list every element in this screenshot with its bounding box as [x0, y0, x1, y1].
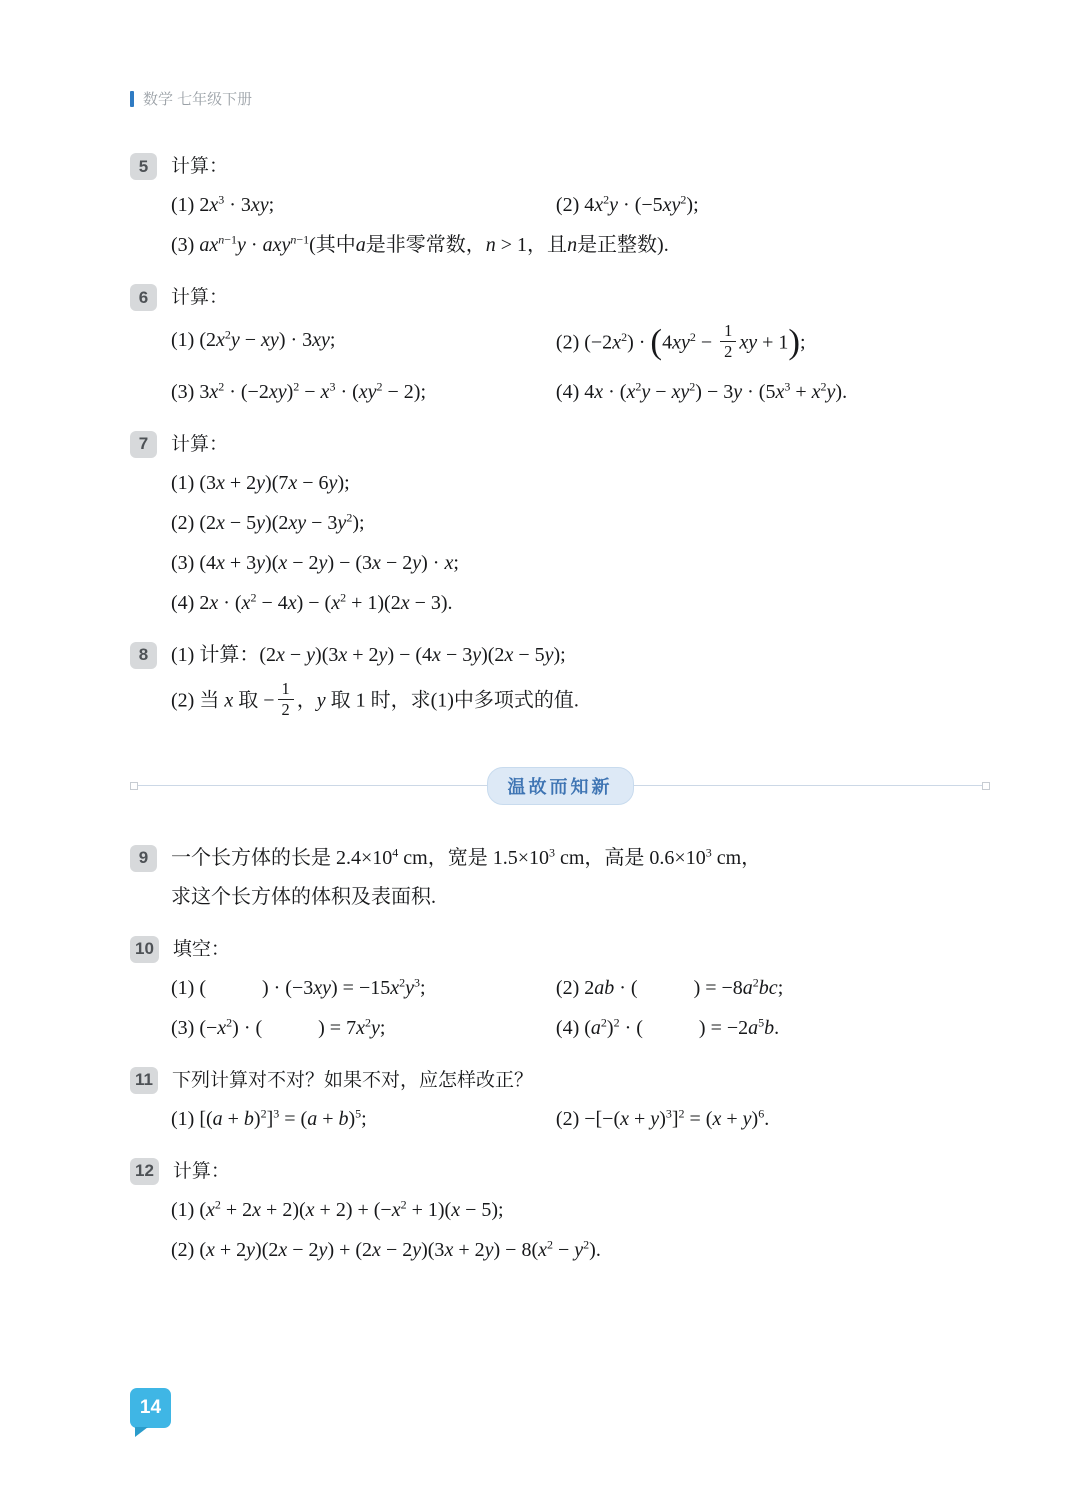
problem-6-part-2: (2) $(-2x^2) \cdot (4xy^2$ − $\frac{1}{2}$ xy + 1); [555, 321, 806, 362]
problem-12-part-1: (1) $(x^2 + 2x + 2)(x + 2) + (-x^2 + 1)(x - 5)$; [171, 1196, 504, 1221]
problem-12-intro: 计算： [172, 1160, 230, 1182]
problem-7-part-3: (3) (4x + 3y)(x − 2y) − (3x − 2y) · x; [171, 551, 459, 574]
problem-5-part-3: (3) $ax^{n-1}y \cdot axy^{n-1}$(其中a是非零常数，n > 1，且n是正整数). [171, 232, 669, 256]
header-accent-bar [130, 91, 134, 107]
problem-9-number-badge: 9 [130, 845, 157, 872]
section-divider [130, 767, 990, 805]
problem-9 [130, 845, 990, 912]
divider-line-left [138, 785, 487, 786]
problem-5-part-1: (1) $2x^3 \cdot 3xy$; [171, 192, 275, 216]
problem-10-part-1: (1) ( ) · $(-3xy) = -15x^2y^3$; [171, 974, 426, 999]
problem-7 [130, 431, 990, 618]
problem-12 [130, 1158, 990, 1265]
problem-10-part-3: (3) $(-x^2)$ · ( ) = $7x^2y$; [171, 1014, 386, 1039]
problem-8-number-badge: 8 [130, 642, 157, 669]
problem-10-part-4: (4) $(a^2)^2$ · ( ) = $-2a^5b$. [555, 1014, 780, 1039]
divider-corner-left [130, 782, 138, 790]
problem-6-number-badge: 6 [130, 284, 157, 311]
problem-11-number-badge: 11 [130, 1067, 158, 1094]
problem-5-part-2: (2) $4x^2y \cdot (-5xy^2)$; [555, 192, 699, 216]
problem-9-line-2: 求这个长方体的体积及表面积. [171, 885, 436, 908]
problem-7-part-2: (2) $(2x - 5y)(2xy - 3y^2)$; [171, 510, 365, 534]
divider-title: 温故而知新 [487, 767, 634, 805]
problem-12-number-badge: 12 [130, 1158, 159, 1185]
problem-12-part-2: (2) $(x + 2y)(2x - 2y) + (2x - 2y)(3x + 2y) - 8(x^2 - y^2)$. [171, 1236, 601, 1261]
problem-6-part-3: (3) $3x^2 \cdot (-2xy)^2 - x^3 \cdot (xy^2 - 2)$; [171, 379, 427, 403]
problem-6-part-4: (4) $4x \cdot (x^2y - xy^2) - 3y \cdot (5x^3 + x^2y)$. [555, 379, 848, 403]
problem-11-intro: 下列计算对不对？如果不对，应怎样改正？ [171, 1069, 533, 1091]
problem-5-intro: 计算： [171, 156, 229, 177]
problem-10-intro: 填空： [172, 938, 230, 960]
problem-11-part-2: $(2) -[-(x + y)^3]^2 = (x + y)^6$. [555, 1105, 770, 1130]
problem-8-part-2: (2) 当 x 取 − $\frac{1}{2}$ ，y 取 1 时，求(1)中多项式的值. [171, 678, 579, 720]
page-header [130, 88, 990, 109]
problem-7-intro: 计算： [171, 433, 229, 455]
problem-10-part-2: (2) 2ab · ( ) = $-8a^2bc$; [555, 974, 784, 999]
divider-corner-right [982, 782, 990, 790]
problem-5-number-badge: 5 [130, 153, 157, 180]
problem-10-number-badge: 10 [130, 936, 159, 963]
problem-8-part-1: (1) 计算：(2x − y)(3x + 2y) − (4x − 3y)(2x − 5y); [171, 643, 566, 666]
problem-9-line-1: 一个长方体的长是 $2.4\times 10^4$ cm，宽是 $1.5\times 10^3$ cm，高是 $0.6\times 10^3$ cm， [171, 844, 762, 869]
problem-6-part-1: (1) $(2x^2y - xy) \cdot 3xy$; [171, 327, 336, 351]
problem-7-part-1: (1) (3x + 2y)(7x − 6y); [171, 471, 350, 494]
problem-7-number-badge: 7 [130, 431, 157, 458]
page-number-badge: 14 [130, 1388, 171, 1428]
divider-line-right [634, 785, 983, 786]
problem-11 [130, 1067, 990, 1134]
problem-10 [130, 936, 990, 1043]
problem-8 [130, 642, 990, 721]
header-title: 数学 七年级下册 [143, 91, 253, 108]
problem-6 [130, 284, 990, 407]
problem-11-part-1: (1) $[(a + b)^2]^3 = (a + b)^5$; [171, 1105, 367, 1130]
problem-6-intro: 计算： [171, 287, 229, 308]
problem-5 [130, 153, 990, 260]
problem-7-part-4: (4) $2x \cdot (x^2 - 4x) - (x^2 + 1)(2x - 3)$. [171, 590, 453, 614]
